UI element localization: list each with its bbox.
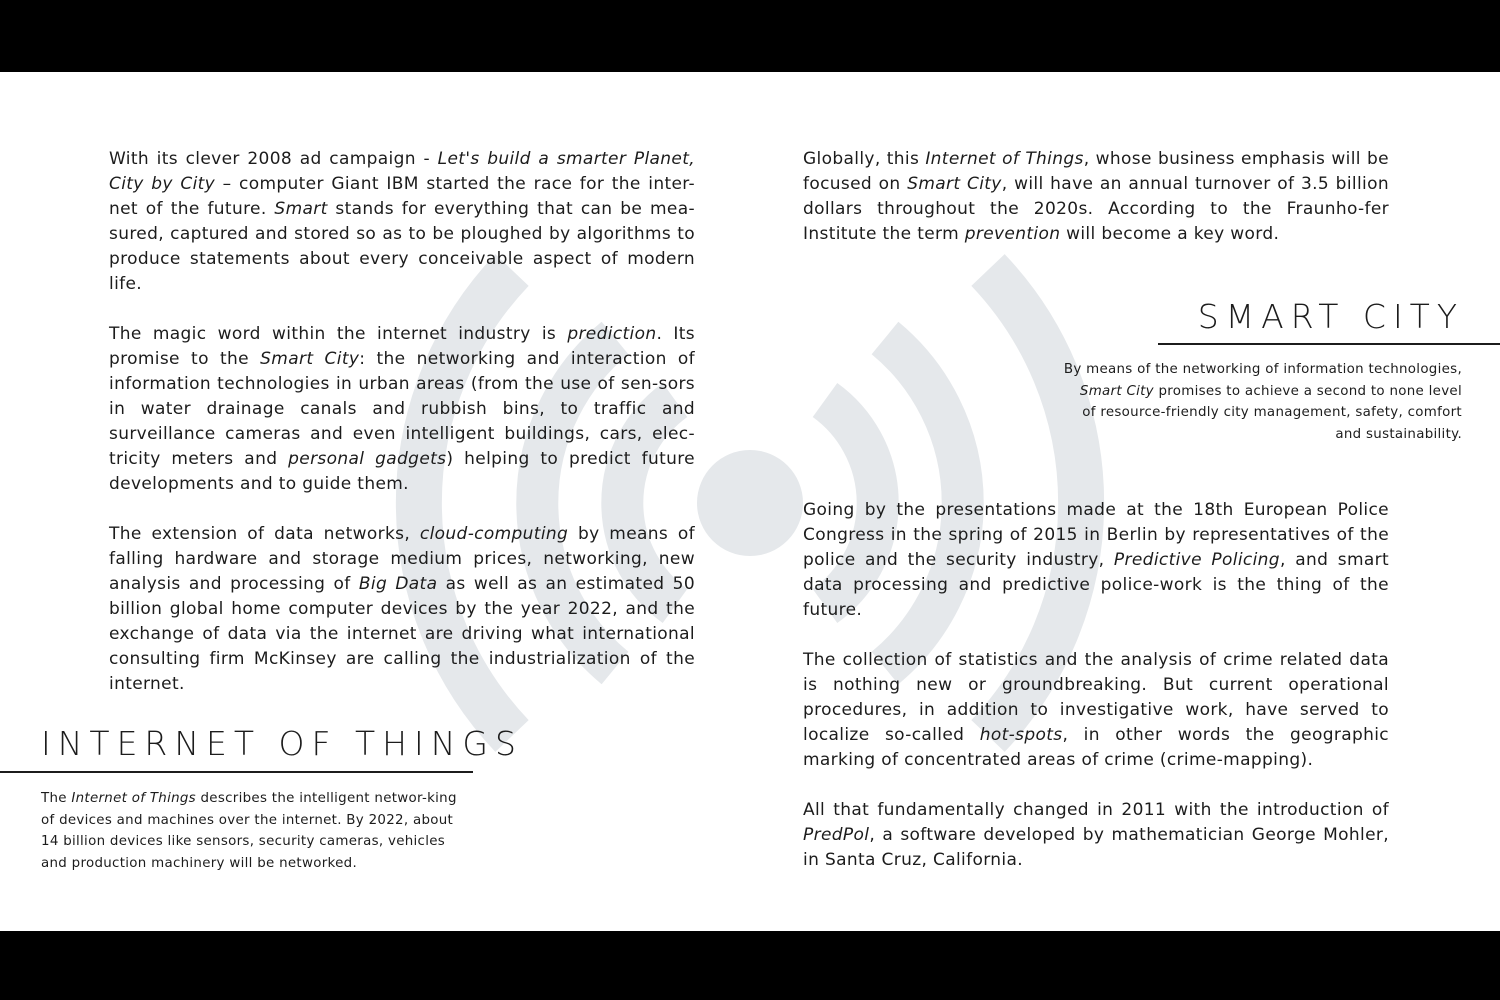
right-paragraph-4: All that fundamentally changed in 2011 with the introduction of PredPol, a software developed by mathematician George Mohler, in Santa Cruz, California.	[803, 800, 1389, 870]
right-column-top	[803, 147, 1389, 272]
left-column	[109, 147, 695, 722]
right-paragraph-2: Going by the presentations made at the 18th European Police Congress in the spring of 2015 in Berlin by representatives of the police and the security industry, Predictive Policing, and smart data processing and predictive police-work is the thing of the future.	[803, 500, 1389, 620]
right-paragraph-1: Globally, this Internet of Things, whose business emphasis will be focused on Smart City, will have an annual turnover of 3.5 billion dollars throughout the 2020s. According to the Fraunho-fer Institute the term prevention will become a key word.	[803, 149, 1389, 244]
left-paragraph-3: The extension of data networks, cloud-computing by means of falling hardware and storage medium prices, networking, new analysis and processing of Big Data as well as an estimated 50 billion global home computer devices by the year 2022, and the exchange of data via the internet are driving what international consulting firm McKinsey are calling the industrialization of the internet.	[109, 524, 696, 694]
left-paragraph-2: The magic word within the internet industry is prediction. Its promise to the Smart City: the networking and interaction of information technologies in urban areas (from the use of sen-sors in water drainage canals and rubbish bins, to traffic and surveillance cameras and even intelligent buildings, cars, elec-tricity meters and personal gadgets) helping to predict future developments and to guide them.	[109, 324, 696, 494]
internet-of-things-heading: INTERNET OF THINGS	[41, 724, 523, 763]
iot-heading-rule	[0, 771, 473, 773]
smart-city-heading: SMART CITY	[1197, 297, 1464, 336]
smart-city-caption: By means of the networking of information technologies, Smart City promises to achieve a second to none level of resource-friendly city management, safety, comfort and sustainability.	[1063, 362, 1462, 442]
right-column-bottom	[803, 498, 1389, 898]
right-paragraph-3: The collection of statistics and the analysis of crime related data is nothing new or groundbreaking. But current operational procedures, in addition to investigative work, have served to localize so-called hot-spots, in other words the geographic marking of concentrated areas of crime (crime-mapping).	[803, 650, 1389, 770]
smart-city-heading-rule	[1158, 343, 1500, 345]
left-paragraph-1: With its clever 2008 ad campaign - Let's build a smarter Planet, City by City – computer Giant IBM started the race for the inter-net of the future. Smart stands for everything that can be mea-sured, captured and stored so as to be ploughed by algorithms to produce statements about every conceivable aspect of modern life.	[109, 149, 696, 294]
bottom-black-bar	[0, 931, 1500, 1000]
signal-center-dot	[697, 450, 803, 556]
iot-caption: The Internet of Things describes the intelligent networ-king of devices and machines over the internet. By 2022, about 14 billion devices like sensors, security cameras, vehicles and production machinery will be networked.	[41, 791, 457, 871]
